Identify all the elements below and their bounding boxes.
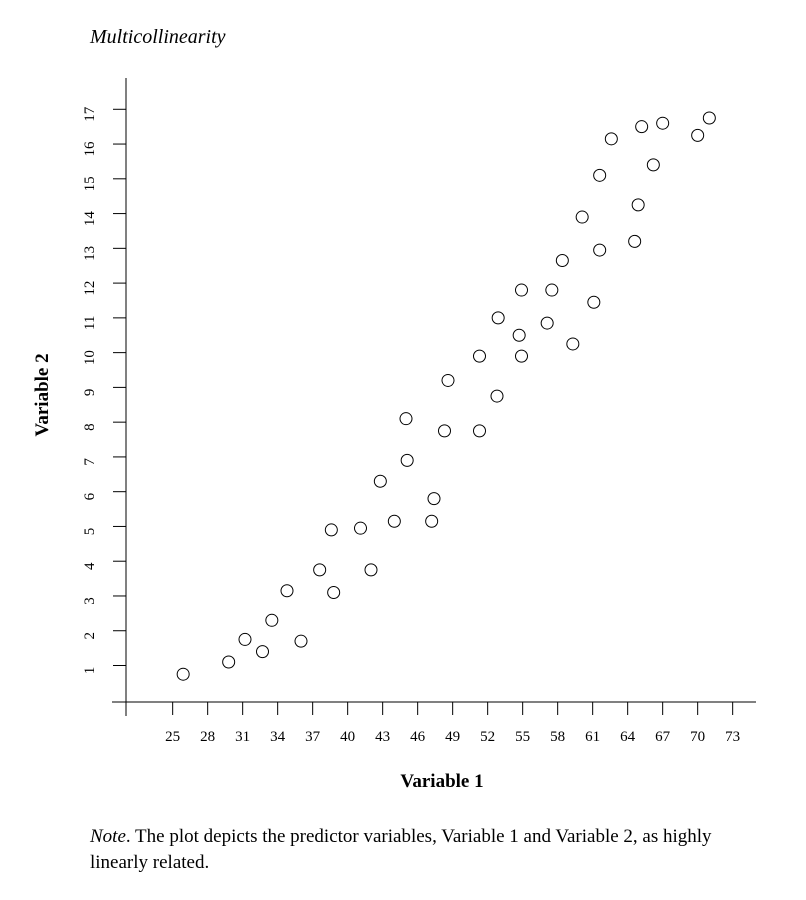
data-point — [594, 169, 606, 181]
y-tick-label: 12 — [82, 280, 98, 296]
y-tick-label: 5 — [82, 527, 98, 536]
data-points — [177, 112, 715, 680]
y-tick-label: 6 — [82, 492, 98, 501]
y-tick-label: 3 — [82, 597, 98, 605]
y-axis-ticks — [82, 106, 126, 674]
x-tick-label: 61 — [585, 729, 601, 745]
x-tick-label: 67 — [655, 729, 671, 745]
data-point — [314, 564, 326, 576]
data-point — [177, 668, 189, 680]
data-point — [546, 284, 558, 296]
x-tick-label: 73 — [725, 729, 741, 745]
note-label: Note — [90, 826, 126, 847]
data-point — [576, 211, 588, 223]
data-point — [374, 475, 386, 487]
x-axis-ticks — [165, 702, 740, 745]
data-point — [266, 614, 278, 626]
data-point — [636, 121, 648, 133]
x-tick-label: 31 — [235, 729, 251, 745]
x-axis-label: Variable 1 — [400, 771, 484, 792]
y-tick-label: 2 — [82, 631, 98, 640]
data-point — [516, 284, 528, 296]
axes — [112, 78, 756, 716]
data-point — [223, 656, 235, 668]
data-point — [428, 493, 440, 505]
chart-title: Multicollinearity — [90, 26, 226, 48]
data-point — [295, 635, 307, 647]
x-tick-label: 64 — [620, 729, 636, 745]
y-tick-label: 16 — [82, 141, 98, 157]
data-point — [492, 312, 504, 324]
x-tick-label: 37 — [305, 729, 321, 745]
y-tick-label: 10 — [82, 350, 98, 366]
data-point — [605, 133, 617, 145]
x-tick-label: 28 — [200, 729, 216, 745]
y-tick-label: 17 — [82, 106, 98, 122]
data-point — [556, 255, 568, 267]
data-point — [439, 425, 451, 437]
x-tick-label: 34 — [270, 729, 286, 745]
data-point — [657, 117, 669, 129]
data-point — [541, 317, 553, 329]
data-point — [629, 235, 641, 247]
data-point — [703, 112, 715, 124]
x-tick-label: 58 — [550, 729, 566, 745]
data-point — [239, 633, 251, 645]
data-point — [401, 454, 413, 466]
data-point — [474, 425, 486, 437]
data-point — [426, 515, 438, 527]
x-tick-label: 52 — [480, 729, 496, 745]
x-tick-label: 25 — [165, 729, 181, 745]
data-point — [588, 296, 600, 308]
figure-note — [90, 824, 770, 876]
x-tick-label: 55 — [515, 729, 531, 745]
data-point — [594, 244, 606, 256]
data-point — [632, 199, 644, 211]
data-point — [692, 129, 704, 141]
data-point — [513, 329, 525, 341]
x-tick-label: 49 — [445, 729, 461, 745]
data-point — [647, 159, 659, 171]
data-point — [400, 413, 412, 425]
y-tick-label: 7 — [82, 458, 98, 466]
x-tick-label: 70 — [690, 729, 706, 745]
y-tick-label: 1 — [82, 666, 98, 675]
data-point — [281, 585, 293, 597]
y-tick-label: 14 — [82, 211, 98, 227]
y-tick-label: 8 — [82, 423, 98, 431]
x-tick-label: 46 — [410, 729, 426, 745]
x-tick-label: 40 — [340, 729, 356, 745]
data-point — [257, 646, 269, 658]
data-point — [567, 338, 579, 350]
note-text: . The plot depicts the predictor variables, Variable 1 and Variable 2, as highly linearly related. — [90, 826, 712, 873]
x-tick-label: 43 — [375, 729, 391, 745]
data-point — [442, 374, 454, 386]
data-point — [325, 524, 337, 536]
data-point — [474, 350, 486, 362]
y-axis-label: Variable 2 — [32, 353, 53, 437]
y-tick-label: 11 — [82, 315, 98, 331]
data-point — [516, 350, 528, 362]
data-point — [491, 390, 503, 402]
data-point — [365, 564, 377, 576]
data-point — [355, 522, 367, 534]
data-point — [328, 586, 340, 598]
y-tick-label: 13 — [82, 245, 98, 261]
y-tick-label: 4 — [82, 562, 98, 570]
data-point — [388, 515, 400, 527]
y-tick-label: 15 — [82, 176, 98, 192]
y-tick-label: 9 — [82, 388, 98, 397]
